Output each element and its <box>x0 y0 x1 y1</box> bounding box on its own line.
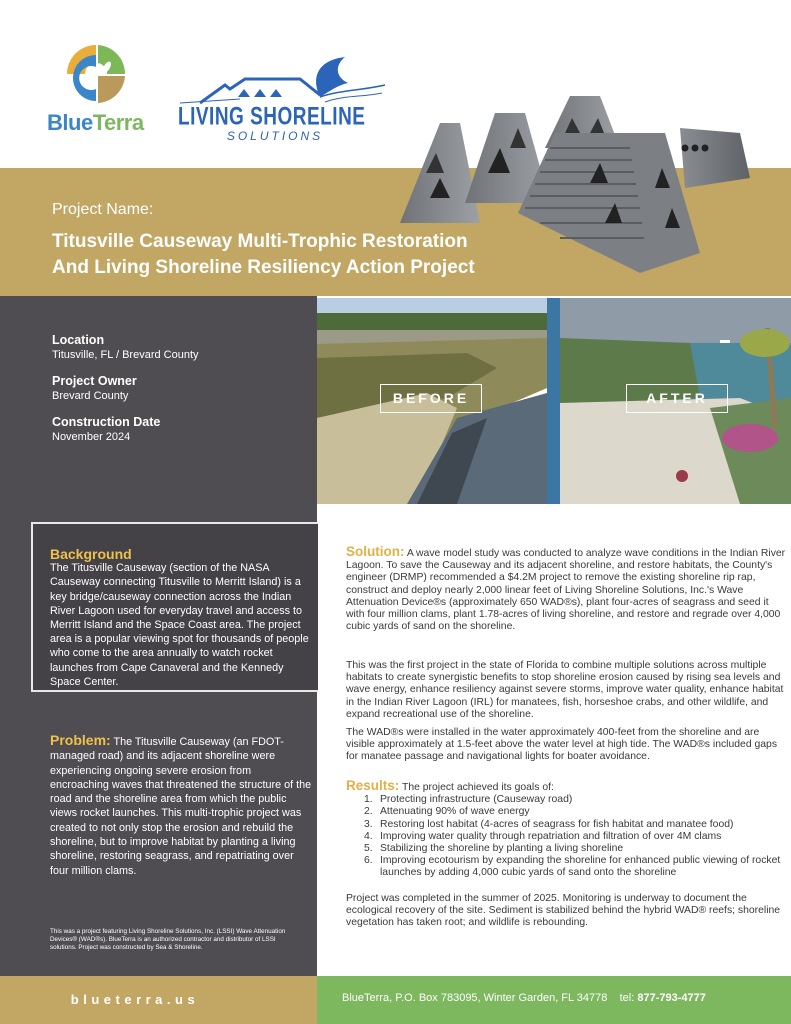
lss-subtitle: SOLUTIONS <box>226 129 324 143</box>
wave-house-icon <box>170 55 385 110</box>
lss-title: LIVING SHORELINE <box>178 103 366 131</box>
item-number: 6. <box>364 855 373 867</box>
footer-left <box>0 976 317 1024</box>
item-text: Attenuating 90% of wave energy <box>380 806 530 818</box>
blueterra-mark-icon <box>65 43 127 105</box>
living-shoreline-logo <box>170 55 385 145</box>
results-item <box>364 831 786 843</box>
item-number: 3. <box>364 818 373 830</box>
background-text: The Titusville Causeway (section of the NASA Causeway connecting Titusville to Merritt Island) is a key bridge/causeway connection across the Indian River Lagoon used for everyday travel and access to Merritt Island and the Space Coast area. The project area is a popular viewing spot for thousands of people who come to the area annually to watch rocket launches from Cape Canaveral and the Kennedy Space Center. <box>50 562 309 688</box>
results-intro: The project achieved its goals of: <box>401 782 554 793</box>
solution-section <box>346 546 786 633</box>
results-item <box>364 855 786 879</box>
info-value: November 2024 <box>52 431 131 443</box>
footer-contact <box>342 992 706 1004</box>
solution-heading: Solution: <box>346 544 405 559</box>
website-link[interactable]: blueterra.us <box>70 992 200 1007</box>
before-photo <box>317 298 547 504</box>
info-value: Brevard County <box>52 390 129 402</box>
results-item <box>364 819 786 831</box>
before-label: BEFORE <box>380 384 482 413</box>
solution-paragraph-2: This was the first project in the state of Florida to combine multiple solutions across multiple habitats to create synergistic benefits to stop shoreline erosion caused by rising sea levels and wave energy, enhance resiliency against severe storms, improve water quality, enhance habitat in the Indian River Lagoon (IRL) for manatees, fish, horseshoe crabs, and other wildlife, and expand recreational use of the shoreline. <box>346 660 784 720</box>
info-project-owner <box>52 373 199 404</box>
results-item <box>364 843 786 855</box>
blueterra-wordmark <box>47 110 144 136</box>
wave-attenuation-devices-image <box>400 78 790 278</box>
solution-paragraph-3: The WAD®s were installed in the water approximately 400-feet from the shoreline and are visible approximately at 1.5-feet above the water level at high tide. The WAD®s included gaps for manatee passage and navigational lights for boater avoidance. <box>346 727 778 763</box>
project-title-line2: And Living Shoreline Resiliency Action Project <box>52 257 475 278</box>
project-note: This was a project featuring Living Shoreline Solutions, Inc. (LSSI) Wave Attenuation Devices® (WAD®s). BlueTerra is an authorized contractor and distributor of LSSI solutions. Project was constructed by Sea & Shoreline. <box>50 928 286 951</box>
item-text: Improving water quality through repatriation and filtration of over 4M clams <box>380 830 722 842</box>
item-text: Restoring lost habitat (4-acres of seagrass for fish habitat and manatee food) <box>380 818 734 830</box>
info-label: Construction Date <box>52 415 161 429</box>
info-value: Titusville, FL / Brevard County <box>52 349 199 361</box>
problem-heading: Problem: <box>50 732 111 748</box>
footer-address: BlueTerra, P.O. Box 783095, Winter Garden, FL 34778 <box>342 992 608 1004</box>
footer-right <box>317 976 791 1024</box>
item-number: 4. <box>364 830 373 842</box>
background-section <box>50 547 312 689</box>
info-label: Project Owner <box>52 374 137 388</box>
results-section <box>346 780 786 880</box>
results-item <box>364 806 786 818</box>
project-info <box>52 332 199 455</box>
results-closing: Project was completed in the summer of 2025. Monitoring is underway to document the ecological recovery of the site. Sediment is stabilized behind the hybrid WAD® reefs; shoreline vegetation has taken root; and wildlife is rebounding. <box>346 893 781 929</box>
after-label: AFTER <box>626 384 728 413</box>
problem-text: The Titusville Causeway (an FDOT-managed road) and its adjacent shoreline were experiencing ongoing severe erosion from encroaching waves that threatened the structure of the road and the shoreline area from which the public views rocket launches. This multi-trophic project was created to not only stop the erosion and rebuild the shoreline, but to improve habitat by planting a living shoreline, restoring seagrass, and repatriating over four million clams. <box>50 736 312 877</box>
blueterra-logo <box>45 40 155 140</box>
footer-phone[interactable]: 877-793-4777 <box>637 992 706 1004</box>
footer-tel-label: tel: <box>619 992 635 1004</box>
info-location <box>52 332 199 363</box>
after-photo <box>560 298 791 504</box>
results-item <box>364 794 786 806</box>
solution-text: A wave model study was conducted to analyze wave conditions in the Indian River Lagoon. To save the Causeway and its adjacent shoreline, and restore habitats, the County's engineer (DRMP) recommended a $4.2M project to remove the existing shoreline rip rap, construct and deploy nearly 2,000 linear feet of Living Shoreline Solutions, Inc.'s Wave Attenuation Device®s (approximately 650 WAD®s), plant four-acres of seagrass and seed it with four million clams, plant 1.78-acres of living shoreline, and restore and regrade over 4,000 cubic yards of sand on the shoreline. <box>346 548 786 633</box>
item-text: Protecting infrastructure (Causeway road) <box>380 794 573 806</box>
photo-divider <box>547 298 560 504</box>
results-list <box>364 794 786 879</box>
item-number: 5. <box>364 843 373 855</box>
wordmark-blue: Blue <box>47 110 93 135</box>
project-name-label: Project Name: <box>52 201 154 218</box>
item-text: Improving ecotourism by expanding the shoreline for enhanced public viewing of rocket launches by adding 4,000 cubic yards of sand onto the shoreline <box>380 855 781 879</box>
info-construction-date <box>52 414 199 445</box>
results-heading: Results: <box>346 778 400 793</box>
problem-section <box>50 733 312 878</box>
item-text: Stabilizing the shoreline by planting a living shoreline <box>380 843 624 855</box>
before-after-photos <box>317 298 791 504</box>
wordmark-green: Terra <box>92 110 144 135</box>
project-title-line1: Titusville Causeway Multi-Trophic Restoration <box>52 231 468 252</box>
info-label: Location <box>52 333 105 347</box>
item-number: 1. <box>364 794 373 806</box>
background-heading: Background <box>50 546 132 562</box>
item-number: 2. <box>364 806 373 818</box>
